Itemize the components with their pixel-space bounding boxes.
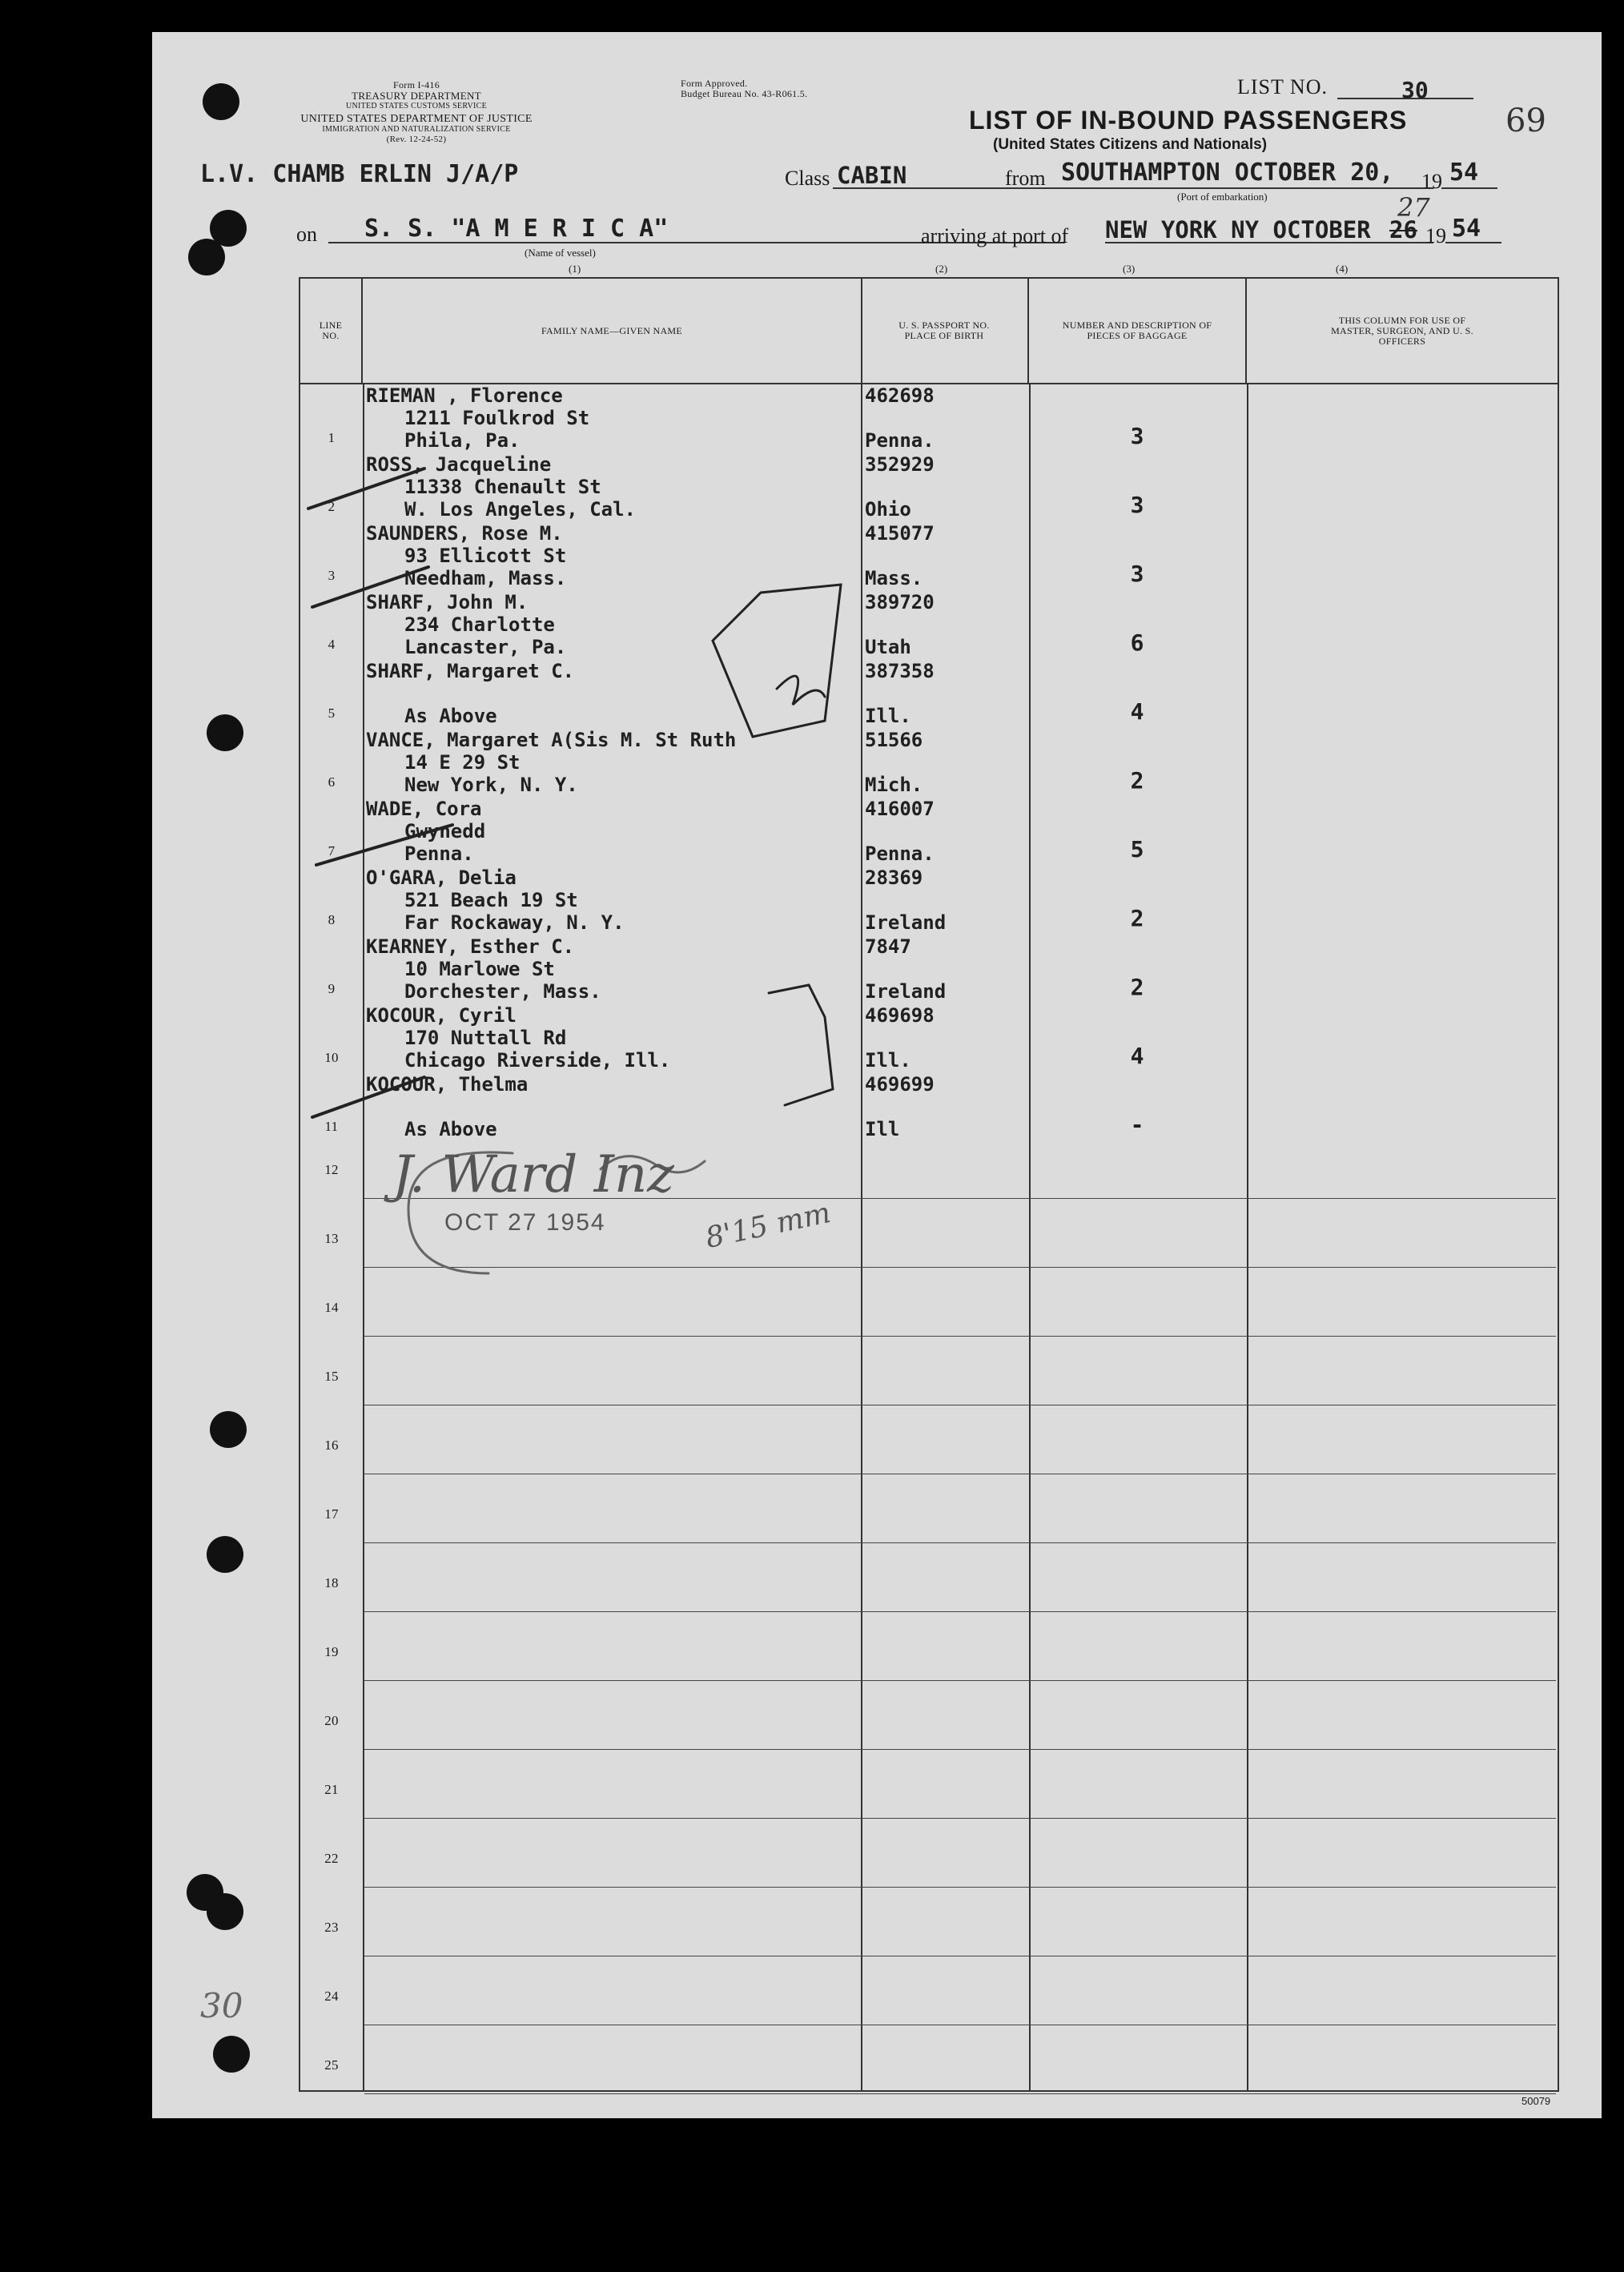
line-number: 25 — [324, 2057, 339, 2073]
line-number: 3 — [328, 568, 336, 583]
stamp-date: OCT 27 1954 — [444, 1209, 606, 1236]
from-value: SOUTHAMPTON OCTOBER 20, — [1061, 159, 1394, 187]
binder-hole — [207, 714, 243, 751]
address-city: Needham, Mass. — [404, 567, 567, 589]
budget-bureau: Budget Bureau No. 43-R061.5. — [681, 88, 808, 99]
baggage-count: 2 — [1130, 905, 1144, 931]
list-no-value: 30 — [1401, 77, 1429, 103]
place-of-birth: Penna. — [865, 429, 935, 452]
binder-hole — [207, 1536, 243, 1573]
baggage-count: 2 — [1130, 767, 1144, 794]
line-number: 12 — [324, 1162, 339, 1177]
binder-hole — [203, 83, 239, 120]
address-street: 93 Ellicott St — [404, 545, 567, 567]
line-number: 1 — [328, 430, 336, 445]
table-row — [300, 1416, 1558, 1485]
line-number: 19 — [324, 1644, 339, 1659]
line-number: 14 — [324, 1300, 339, 1315]
passport-number: 7847 — [865, 935, 911, 958]
line-number: 20 — [324, 1713, 339, 1728]
row-rule — [364, 1680, 1556, 1681]
baggage-count: - — [1130, 1112, 1144, 1138]
baggage-count: 3 — [1130, 423, 1144, 449]
line-number: 23 — [324, 1920, 339, 1935]
address-street: 170 Nuttall Rd — [404, 1027, 567, 1049]
row-rule — [364, 1336, 1556, 1337]
passport-number: 415077 — [865, 522, 935, 545]
passenger-name: KOCOUR, Cyril — [366, 1004, 517, 1027]
place-of-birth: Mass. — [865, 567, 923, 589]
baggage-count: 3 — [1130, 561, 1144, 587]
line-number: 7 — [328, 843, 336, 859]
table-row — [300, 1760, 1558, 1829]
from-year: 54 — [1449, 159, 1479, 187]
table-row — [300, 1691, 1558, 1760]
place-of-birth: Ill — [865, 1118, 900, 1140]
col-number-2: (2) — [935, 263, 948, 275]
arrival-value: NEW YORK NY OCTOBER — [1105, 216, 1371, 243]
line-number: 15 — [324, 1369, 339, 1384]
address-street: 11338 Chenault St — [404, 476, 601, 498]
baggage-count: 2 — [1130, 974, 1144, 1000]
arrival-day-corrected: 27 — [1397, 192, 1430, 223]
binder-hole — [213, 2036, 250, 2073]
address-city: Dorchester, Mass. — [404, 980, 601, 1003]
line-number: 17 — [324, 1506, 339, 1522]
passenger-name: ROSS, Jacqueline — [366, 453, 552, 476]
form-revision: (Rev. 12-24-52) — [386, 135, 447, 144]
from-year-prefix: 19 — [1421, 170, 1442, 193]
header-line-no: LINE NO. — [300, 279, 363, 383]
address-street: 234 Charlotte — [404, 613, 555, 636]
row-rule — [364, 1611, 1556, 1612]
address-city: W. Los Angeles, Cal. — [404, 498, 636, 521]
arrival-year: 54 — [1452, 215, 1481, 243]
passenger-name: SAUNDERS, Rose M. — [366, 522, 563, 545]
line-number: 16 — [324, 1438, 339, 1453]
form-page — [152, 32, 1602, 2118]
ins-service: IMMIGRATION AND NATURALIZATION SERVICE — [322, 125, 511, 134]
passport-number: 387358 — [865, 660, 935, 682]
list-title: LIST OF IN-BOUND PASSENGERS — [969, 106, 1408, 135]
line-number: 24 — [324, 1989, 339, 2004]
address-city: Far Rockaway, N. Y. — [404, 911, 625, 934]
baggage-count: 4 — [1130, 698, 1144, 725]
line-number: 10 — [324, 1050, 339, 1065]
justice-dept: UNITED STATES DEPARTMENT OF JUSTICE — [300, 113, 533, 125]
stamp-note: 8'15 mm — [702, 1196, 834, 1256]
baggage-count: 6 — [1130, 629, 1144, 656]
line-number: 22 — [324, 1851, 339, 1866]
table-row — [300, 1347, 1558, 1416]
customs-service: UNITED STATES CUSTOMS SERVICE — [345, 102, 488, 111]
address-city: Phila, Pa. — [404, 429, 521, 452]
address-city: Lancaster, Pa. — [404, 636, 567, 658]
treasury-dept: TREASURY DEPARTMENT — [352, 90, 481, 102]
address-street: 1211 Foulkrod St — [404, 407, 590, 429]
row-rule — [364, 2093, 1556, 2094]
arrival-day-struck: 26 — [1389, 216, 1417, 243]
port-embarkation-caption: (Port of embarkation) — [1177, 191, 1268, 203]
line-number: 2 — [328, 499, 336, 514]
baggage-count: 4 — [1130, 1043, 1144, 1069]
line-number: 4 — [328, 637, 336, 652]
passport-number: 389720 — [865, 591, 935, 613]
passenger-name: KEARNEY, Esther C. — [366, 935, 575, 958]
binder-hole — [188, 239, 225, 275]
address-city: Penna. — [404, 842, 474, 865]
inspector-signature: J. Ward Inz — [392, 1145, 674, 1204]
place-of-birth: Ireland — [865, 911, 947, 934]
address-city: New York, N. Y. — [404, 774, 578, 796]
line-number: 8 — [328, 912, 336, 927]
class-label: Class — [785, 167, 830, 190]
baggage-count: 3 — [1130, 492, 1144, 518]
address-street: 14 E 29 St — [404, 751, 521, 774]
address-street: 521 Beach 19 St — [404, 889, 578, 911]
passport-number: 469699 — [865, 1073, 935, 1096]
place-of-birth: Mich. — [865, 774, 923, 796]
col-number-4: (4) — [1336, 263, 1349, 275]
margin-note: 30 — [200, 1986, 243, 2025]
baggage-count: 5 — [1130, 836, 1144, 863]
form-approved: Form Approved. — [681, 78, 748, 89]
passport-number: 51566 — [865, 729, 923, 751]
passenger-name: SHARF, John M. — [366, 591, 529, 613]
place-of-birth: Ill. — [865, 705, 911, 727]
list-no-label: LIST NO. — [1237, 75, 1328, 99]
address-street: Gwynedd — [404, 820, 486, 842]
place-of-birth: Utah — [865, 636, 911, 658]
place-of-birth: Ohio — [865, 498, 911, 521]
table-row — [300, 2036, 1558, 2105]
col-number-3: (3) — [1123, 263, 1136, 275]
passenger-name: O'GARA, Delia — [366, 867, 517, 889]
line-number: 18 — [324, 1575, 339, 1590]
place-of-birth: Ill. — [865, 1049, 911, 1072]
on-label: on — [296, 223, 317, 246]
table-row — [300, 1967, 1558, 2036]
master-name: L.V. CHAMB ERLIN J/A/P — [200, 160, 519, 188]
header-name: FAMILY NAME—GIVEN NAME — [363, 279, 862, 383]
line-number: 21 — [324, 1782, 339, 1797]
address-city: Chicago Riverside, Ill. — [404, 1049, 671, 1072]
vessel-name: S. S. "A M E R I C A" — [364, 215, 669, 243]
place-of-birth: Penna. — [865, 842, 935, 865]
handwritten-marks — [152, 32, 1602, 1193]
arriving-label: arriving at port of — [921, 224, 1069, 247]
header-passport: U. S. PASSPORT NO. PLACE OF BIRTH — [861, 279, 1029, 383]
header-baggage: NUMBER AND DESCRIPTION OF PIECES OF BAGGAGE — [1029, 279, 1247, 383]
passenger-name: VANCE, Margaret A(Sis M. St Ruth — [366, 729, 737, 751]
list-subtitle: (United States Citizens and Nationals) — [993, 136, 1268, 153]
line-number: 5 — [328, 706, 336, 721]
passport-number: 469698 — [865, 1004, 935, 1027]
form-number: Form I-416 — [393, 79, 440, 90]
vessel-caption: (Name of vessel) — [525, 247, 596, 259]
from-label: from — [1005, 167, 1046, 190]
vessel-col-number: (1) — [569, 263, 581, 275]
table-row — [300, 1829, 1558, 1898]
passport-number: 462698 — [865, 384, 935, 407]
passenger-name: WADE, Cora — [366, 798, 482, 820]
row-rule — [364, 1749, 1556, 1750]
passport-number: 28369 — [865, 867, 923, 889]
row-rule — [364, 1887, 1556, 1888]
row-rule — [364, 1818, 1556, 1819]
passenger-name: RIEMAN , Florence — [366, 384, 563, 407]
class-value: CABIN — [837, 162, 907, 189]
passport-number: 416007 — [865, 798, 935, 820]
address-street: 10 Marlowe St — [404, 958, 555, 980]
arrival-year-prefix: 19 — [1425, 224, 1446, 247]
table-row — [300, 1898, 1558, 1967]
table-row — [300, 1485, 1558, 1554]
address-city: As Above — [404, 1118, 497, 1140]
header-officers: THIS COLUMN FOR USE OF MASTER, SURGEON, AND U. S. OFFICERS — [1331, 314, 1473, 347]
form-code: 50079 — [1521, 2095, 1551, 2107]
row-rule — [364, 1542, 1556, 1543]
binder-hole — [187, 1874, 223, 1911]
page-number: 69 — [1505, 103, 1546, 139]
table-row — [300, 1623, 1558, 1691]
binder-hole — [210, 1411, 247, 1448]
place-of-birth: Ireland — [865, 980, 947, 1003]
passport-number: 352929 — [865, 453, 935, 476]
address-city: As Above — [404, 705, 497, 727]
line-number: 11 — [324, 1119, 339, 1134]
line-number: 9 — [328, 981, 336, 996]
table-row — [300, 1554, 1558, 1623]
passenger-name: KOCOUR, Thelma — [366, 1073, 529, 1096]
line-number: 6 — [328, 774, 336, 790]
line-number: 13 — [324, 1231, 339, 1246]
passenger-name: SHARF, Margaret C. — [366, 660, 575, 682]
